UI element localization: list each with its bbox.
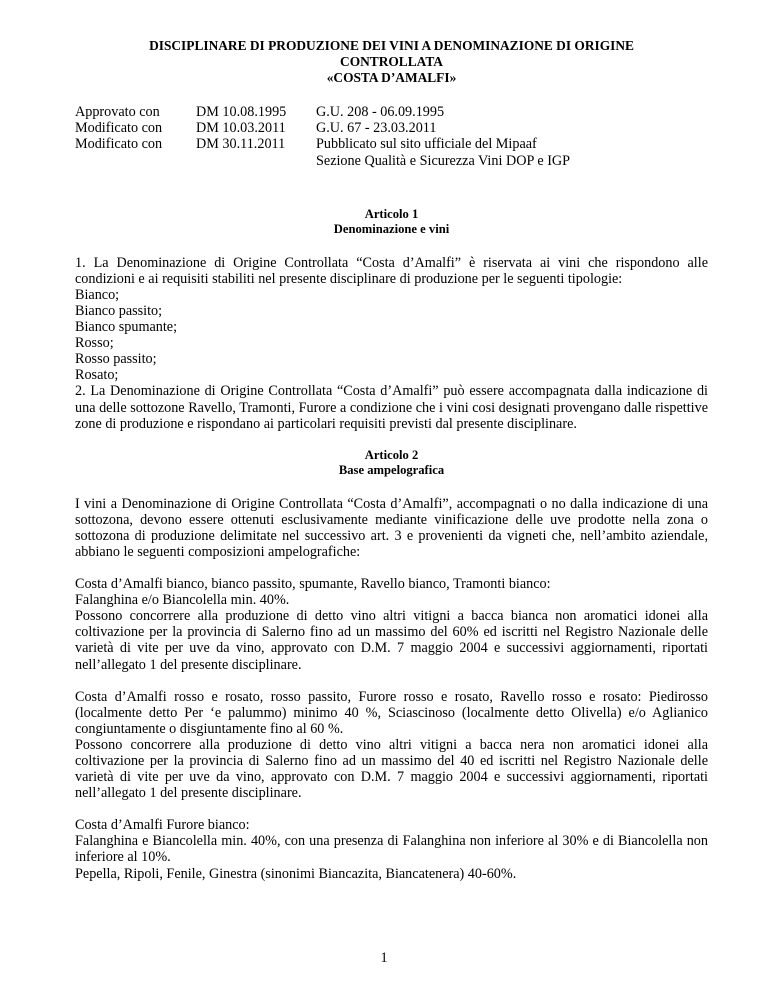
approval-label: Approvato con: [75, 104, 160, 121]
approval-dm: DM 10.03.2011: [196, 120, 286, 137]
approval-row: [75, 153, 570, 169]
title-line-3: «COSTA D’AMALFI»: [326, 70, 457, 86]
approval-dm: DM 10.08.1995: [196, 104, 287, 121]
white-wines-grapes: Falanghina e/o Biancolella min. 40%.: [75, 592, 290, 609]
wine-type-item: Bianco spumante;: [75, 319, 178, 336]
article-1-title: Denominazione e vini: [333, 222, 450, 237]
approval-ref: Pubblicato sul sito ufficiale del Mipaaf: [316, 136, 537, 153]
approval-dm: DM 30.11.2011: [196, 136, 286, 153]
red-wines-other-varieties: Possono concorrere alla produzione di detto vino altri vitigni a bacca nera non aromatici idonei alla coltivazione per la provincia di Salerno fino ad un massimo del 40 ed iscritti nel Registro Nazionale delle varietà di vite per uve da vino, approvato con D.M. 7 maggio 2004 e successivi aggiornamenti, riportati nell’allegato 1 del presente disciplinare.: [75, 736, 708, 802]
furore-white-title: Costa d’Amalfi Furore bianco:: [75, 817, 250, 834]
article-1-paragraph-2: 2. La Denominazione di Origine Controllata “Costa d’Amalfi” può essere accompagnata dalla indicazione di una delle sottozone Ravello, Tramonti, Furore a condizione che i vini cosi designati provengano dalle rispettive zone di produzione e rispondano ai particolari requisiti previsti dal presente disciplinare.: [75, 383, 708, 432]
white-wines-other-varieties: Possono concorrere alla produzione di detto vino altri vitigni a bacca bianca non aromatici idonei alla coltivazione per la provincia di Salerno fino ad un massimo del 60% ed iscritti nel Registro Nazionale delle varietà di vite per uve da vino, approvato con D.M. 7 maggio 2004 e successivi aggiornamenti, riportati nell’allegato 1 del presente disciplinare.: [75, 608, 708, 673]
wine-type-item: Rosso passito;: [75, 351, 157, 368]
article-2-heading: [75, 448, 708, 479]
approval-row: [75, 120, 570, 136]
article-1-heading: [75, 207, 708, 238]
article-1-paragraph-1: 1. La Denominazione di Origine Controllata “Costa d’Amalfi” è riservata ai vini che rispondono alle condizioni e ai requisiti stabiliti nel presente disciplinare di produzione per le seguenti tipologie:: [75, 254, 708, 287]
approval-label: Modificato con: [75, 120, 163, 137]
wine-type-item: Rosso;: [75, 335, 114, 352]
wine-type-item: Bianco;: [75, 286, 120, 303]
document-title: [75, 38, 708, 86]
article-2-title: Base ampelografica: [338, 463, 445, 478]
title-line-2: CONTROLLATA: [340, 54, 443, 70]
approval-ref: G.U. 208 - 06.09.1995: [316, 104, 445, 121]
approval-row: [75, 104, 570, 120]
red-wines-composition: Costa d’Amalfi rosso e rosato, rosso passito, Furore rosso e rosato, Ravello rosso e rosato: Piedirosso (localmente detto Per ‘e palummo) minimo 40 %, Sciascinoso (localmente detto Olivella) e/o Aglianico congiuntamente o disgiuntamente fino al 60 %.: [75, 688, 708, 737]
furore-white-grapes: Falanghina e Biancolella min. 40%, con una presenza di Falanghina non inferiore al 30% e di Biancolella non inferiore al 10%.: [75, 833, 708, 866]
wine-type-item: Bianco passito;: [75, 302, 163, 319]
approvals-table: [75, 104, 570, 168]
wine-type-item: Rosato;: [75, 367, 119, 384]
page-number: 1: [380, 950, 388, 966]
approval-row: [75, 136, 570, 152]
approval-ref-extra: Sezione Qualità e Sicurezza Vini DOP e IGP: [316, 152, 571, 169]
article-1-number: Articolo 1: [364, 206, 419, 221]
white-wines-title: Costa d’Amalfi bianco, bianco passito, spumante, Ravello bianco, Tramonti bianco:: [75, 576, 551, 593]
title-line-1: DISCIPLINARE DI PRODUZIONE DEI VINI A DENOMINAZIONE DI ORIGINE: [149, 38, 634, 53]
furore-white-other-varieties: Pepella, Ripoli, Fenile, Ginestra (sinonimi Biancazita, Biancatenera) 40-60%.: [75, 865, 517, 882]
article-2-intro: I vini a Denominazione di Origine Controllata “Costa d’Amalfi”, accompagnati o no dalla indicazione di una sottozona, devono essere ottenuti esclusivamente mediante vinificazione delle uve prodotte nella zona o sottozona di produzione delimitate nel successivo art. 3 e provenienti da vigneti che, nell’ambito aziendale, abbiano le seguenti composizioni ampelografiche:: [75, 495, 708, 560]
article-2-number: Articolo 2: [364, 447, 419, 462]
approval-label: Modificato con: [75, 136, 163, 153]
approval-ref: G.U. 67 - 23.03.2011: [316, 120, 437, 137]
